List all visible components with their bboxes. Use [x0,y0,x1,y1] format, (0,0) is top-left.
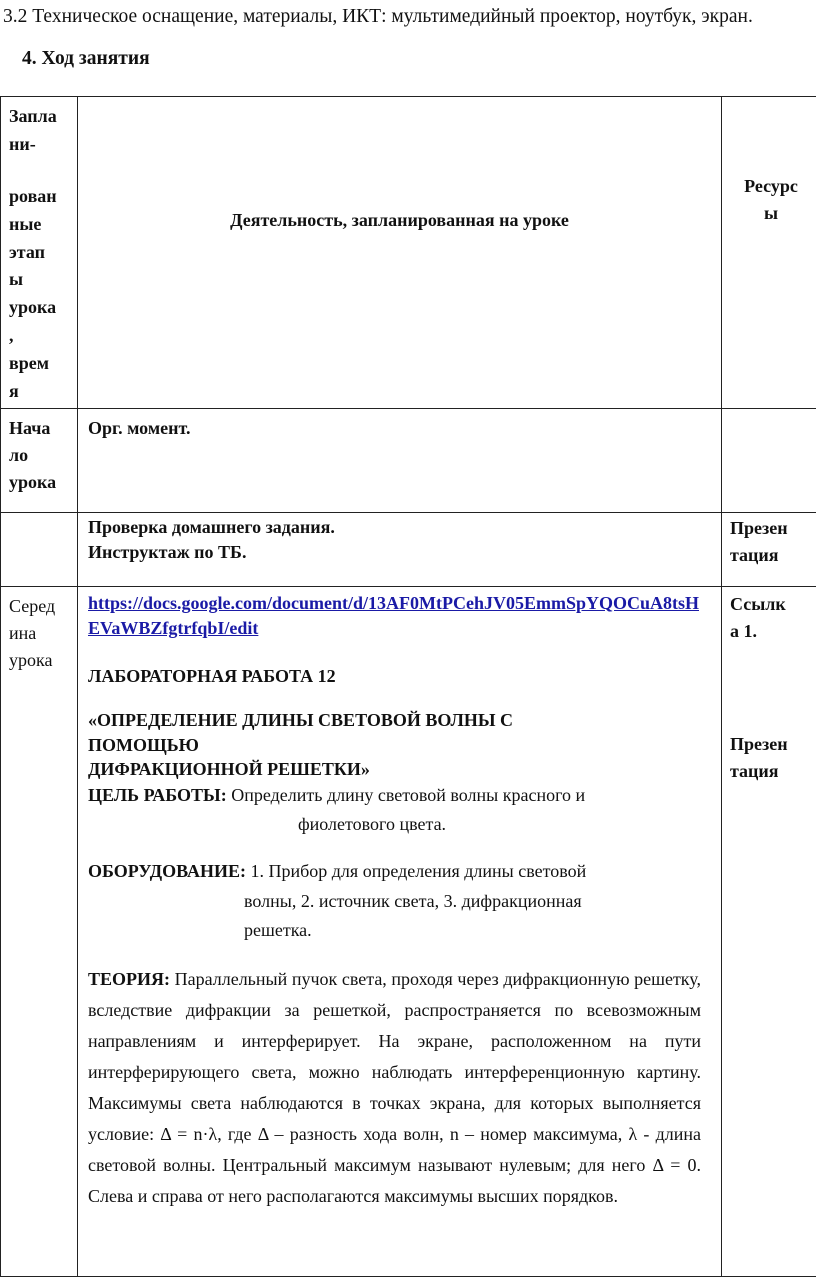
header-stage-line: ы [9,266,71,294]
header-resources-cell [722,97,816,409]
header-stage-line: врем [9,350,71,378]
homework-resource-line: Презен [730,515,812,542]
theory-paragraph [88,964,701,1212]
header-stage-line: рован [9,183,71,211]
table-row-start [1,409,816,513]
presentation-resource [730,731,812,785]
start-activity-cell [78,409,722,513]
header-activity-label: Деятельность, запланированная на уроке [78,97,721,234]
lab-document-link[interactable]: https://docs.google.com/document/d/13AF0MtPCehJV05EmmSpYQOCuA8tsHEVaWBZfgtrfqbI/edit [88,593,699,638]
lab-title: ЛАБОРАТОРНАЯ РАБОТА 12 [88,663,701,690]
resource-line: Ссылк [730,591,812,618]
resource-line: Презен [730,731,812,758]
homework-resource-cell [722,513,816,587]
header-stage-line: урока [9,294,71,322]
header-resources-line: ы [730,200,812,227]
lab-name-line: «ОПРЕДЕЛЕНИЕ ДЛИНЫ СВЕТОВОЙ ВОЛНЫ С [88,708,701,732]
lab-name-line: ДИФРАКЦИОННОЙ РЕШЕТКИ» [88,757,701,781]
equipment-line: 3.2 Техническое оснащение, материалы, ИКТ: мультимедийный проектор, ноутбук, экран. [3,6,815,28]
middle-activity-cell [78,587,722,1277]
equipment-label: ОБОРУДОВАНИЕ: [88,861,246,881]
middle-stage-line: Серед [9,593,71,620]
header-activity-cell [78,97,722,409]
equipment-text: 1. Прибор для определения длины световой [246,861,586,881]
theory-text: Параллельный пучок света, проходя через дифракционную решетку, вследствие дифракции за решеткой, распространяется по всевозможным направлениям и интерферирует. На экране, расположенном на пути интерферирующего света, можно наблюдать интерференционную картину. Максимумы света наблюдаются в точках экрана, для которых выполняется условие: Δ = n·λ, где Δ – разность хода волн, n – номер максимума, λ - длина световой волны. Центральный максимум называют нулевым; для него Δ = 0. Слева и справа от него располагаются максимумы высших порядков. [88,969,701,1206]
header-stage-line: Запла [9,103,71,131]
link-1-resource [730,591,812,645]
goal-text: Определить длину световой волны красного и [227,785,585,805]
goal-label: ЦЕЛЬ РАБОТЫ: [88,785,227,805]
homework-resource-line: тация [730,542,812,569]
header-stage-line: ные [9,211,71,239]
lesson-plan-table [0,96,816,1277]
goal-paragraph [88,781,701,839]
header-stage-cell [1,97,78,409]
lab-name [88,708,701,781]
table-row-middle [1,587,816,1277]
section-title: 4. Ход занятия [22,48,150,70]
equipment-text-continued: решетка. [88,916,701,946]
table-header-row [1,97,816,409]
middle-stage-cell [1,587,78,1277]
org-moment-text: Орг. момент. [78,409,721,442]
table-row-homework [1,513,816,587]
homework-line: Проверка домашнего задания. [88,515,701,540]
start-stage-line: ло [9,442,71,469]
safety-briefing-line: Инструктаж по ТБ. [88,540,701,565]
start-resource-cell [722,409,816,513]
equipment-text-continued: волны, 2. источник света, 3. дифракционная [88,887,701,917]
resource-line: тация [730,758,812,785]
middle-resource-cell [722,587,816,1277]
middle-stage-line: урока [9,647,71,674]
header-stage-line: я [9,378,71,406]
homework-activity-cell [78,513,722,587]
equipment-paragraph [88,857,701,946]
lab-name-line: ПОМОЩЬЮ [88,733,701,757]
header-stage-line: этап [9,239,71,267]
header-stage-line: ни- [9,131,71,159]
start-stage-line: урока [9,469,71,496]
header-stage-line: , [9,322,71,350]
theory-label: ТЕОРИЯ: [88,969,170,989]
homework-stage-cell [1,513,78,587]
goal-text-continued: фиолетового цвета. [88,810,701,839]
middle-stage-line: ина [9,620,71,647]
header-resources-line: Ресурс [730,173,812,200]
start-stage-cell [1,409,78,513]
start-stage-line: Нача [9,415,71,442]
resource-line: а 1. [730,618,812,645]
